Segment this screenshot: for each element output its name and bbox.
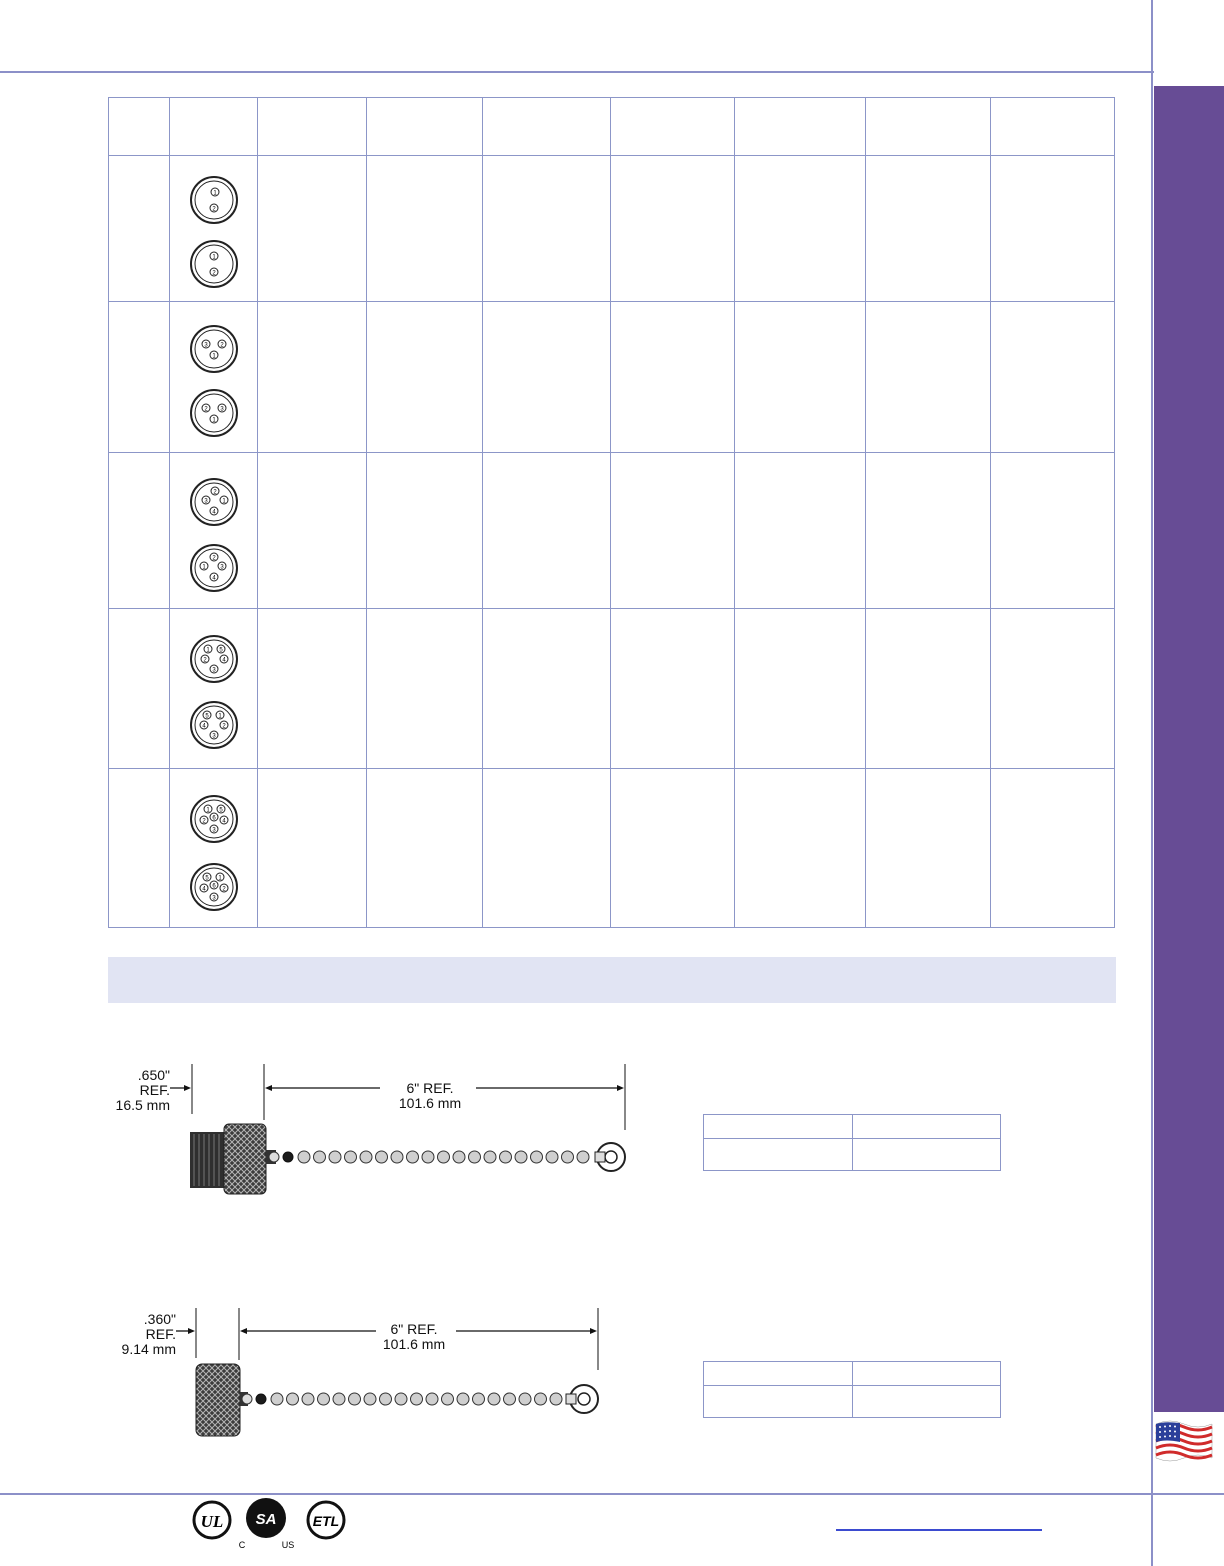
cap2-spec-table: [703, 1361, 1001, 1418]
svg-text:1: 1: [211, 417, 216, 424]
chain-bead: [426, 1393, 438, 1405]
table-header-cell: [611, 98, 735, 156]
table-header-row: [109, 98, 1115, 156]
chain-bead: [411, 1393, 423, 1405]
table-header-cell: [866, 98, 991, 156]
male-face-icon: [191, 796, 237, 842]
table-row: [109, 769, 1115, 928]
svg-text:2: 2: [211, 555, 216, 561]
chain-bead: [395, 1393, 407, 1405]
ul-logo-icon: [192, 1500, 232, 1540]
svg-text:2: 2: [221, 723, 226, 729]
us-flag-icon: [1154, 1418, 1214, 1462]
svg-text:1: 1: [205, 807, 210, 814]
svg-text:5: 5: [218, 647, 223, 653]
svg-text:2: 2: [219, 342, 224, 349]
female-face-icon: [191, 545, 237, 591]
chain-bead: [360, 1151, 372, 1163]
svg-text:3: 3: [211, 733, 216, 739]
svg-text:4: 4: [201, 723, 206, 729]
chain-bead: [577, 1151, 589, 1163]
svg-text:2: 2: [221, 886, 226, 893]
table-row: [109, 453, 1115, 609]
cap-thread: [190, 1132, 226, 1188]
svg-text:5: 5: [204, 713, 209, 719]
svg-text:5: 5: [218, 807, 223, 814]
svg-text:6: 6: [211, 815, 216, 822]
chain-bead: [469, 1151, 481, 1163]
svg-text:2: 2: [211, 270, 216, 276]
svg-text:3: 3: [203, 342, 208, 349]
chain-bead: [535, 1393, 547, 1405]
table-header-cell: [991, 98, 1115, 156]
chain-bead: [442, 1393, 454, 1405]
chain-bead: [519, 1393, 531, 1405]
chain-bead: [407, 1151, 419, 1163]
right-margin-rule: [1151, 0, 1153, 1566]
male-face-icon: [191, 177, 237, 223]
connector-diagram-cell: [170, 302, 258, 453]
svg-text:1: 1: [217, 713, 222, 719]
svg-text:ETL: ETL: [312, 1513, 340, 1529]
chain-bead: [345, 1151, 357, 1163]
table-header-cell: [367, 98, 483, 156]
cap2-width-dimension: .360" REF. 9.14 mm: [121, 1311, 176, 1357]
cap1-spec-table: [703, 1114, 1001, 1171]
chain-bead: [318, 1393, 330, 1405]
svg-text:2: 2: [202, 657, 207, 663]
chain-bead: [271, 1393, 283, 1405]
table-row: [109, 302, 1115, 453]
svg-text:5: 5: [204, 875, 209, 882]
chain-bead: [531, 1151, 543, 1163]
svg-text:1: 1: [217, 875, 222, 882]
svg-text:2: 2: [211, 206, 216, 212]
svg-text:3: 3: [211, 667, 216, 673]
svg-text:1: 1: [221, 498, 226, 504]
svg-text:2: 2: [201, 818, 206, 825]
svg-text:C: C: [238, 1540, 246, 1550]
connector-diagram-cell: [170, 453, 258, 609]
table-header-cell: [109, 98, 170, 156]
chain-bead: [349, 1393, 361, 1405]
svg-text:4: 4: [221, 818, 226, 825]
female-face-icon: [191, 241, 237, 287]
dust-cap-small-drawing: [176, 1308, 606, 1440]
svg-text:4: 4: [201, 886, 206, 893]
pinout-5-diagram: [184, 622, 244, 756]
chain-bead: [504, 1393, 516, 1405]
female-face-icon: [191, 702, 237, 748]
chain-bead: [314, 1151, 326, 1163]
chain-bead: [298, 1151, 310, 1163]
dust-cap-large-drawing: [166, 1064, 636, 1196]
male-face-icon: [191, 636, 237, 682]
connector-diagram-cell: [170, 769, 258, 928]
chain-bead: [500, 1151, 512, 1163]
svg-text:2: 2: [212, 489, 217, 495]
chain-bead: [550, 1393, 562, 1405]
svg-text:1: 1: [201, 564, 206, 570]
male-face-icon: [191, 479, 237, 525]
chain-bead: [488, 1393, 500, 1405]
chain-bead: [457, 1393, 469, 1405]
table-header-cell: [258, 98, 367, 156]
svg-text:4: 4: [211, 575, 216, 581]
svg-text:3: 3: [211, 827, 216, 834]
table-row: [109, 609, 1115, 769]
table-row: [109, 156, 1115, 302]
pinout-4-diagram: [184, 464, 244, 598]
bead-chain: [269, 1152, 293, 1162]
table-header-cell: [170, 98, 258, 156]
pinout-3-diagram: [184, 312, 244, 442]
chain-bead: [515, 1151, 527, 1163]
chain-bead: [473, 1393, 485, 1405]
female-face-icon: [191, 864, 237, 910]
cap1-width-dimension: .650" REF. 16.5 mm: [115, 1067, 170, 1113]
svg-text:1: 1: [211, 254, 216, 260]
svg-text:3: 3: [219, 406, 224, 413]
chain-bead: [438, 1151, 450, 1163]
chain-bead: [391, 1151, 403, 1163]
male-face-icon: [191, 326, 237, 372]
pinout-6-diagram: [184, 781, 244, 915]
chain-bead: [364, 1393, 376, 1405]
chain-bead: [562, 1151, 574, 1163]
svg-text:1: 1: [211, 353, 216, 360]
svg-text:US: US: [281, 1540, 295, 1550]
bottom-rule: [0, 1493, 1224, 1495]
etl-logo-icon: [298, 1500, 354, 1544]
table-header-cell: [483, 98, 611, 156]
svg-text:2: 2: [203, 406, 208, 413]
chain-bead: [333, 1393, 345, 1405]
cap2-chain-dimension: 6" REF. 101.6 mm: [364, 1322, 464, 1352]
svg-text:4: 4: [211, 509, 216, 515]
chain-bead: [380, 1393, 392, 1405]
pin-configuration-table: [108, 97, 1115, 928]
pinout-2-diagram: [184, 164, 244, 294]
svg-text:6: 6: [211, 883, 216, 890]
chain-bead: [484, 1151, 496, 1163]
chain-bead: [302, 1393, 314, 1405]
chain-bead: [453, 1151, 465, 1163]
chain-bead: [422, 1151, 434, 1163]
connector-diagram-cell: [170, 609, 258, 769]
cap1-chain-dimension: 6" REF. 101.6 mm: [380, 1081, 480, 1111]
footer-link-underline[interactable]: [836, 1529, 1042, 1531]
chain-bead: [329, 1151, 341, 1163]
csa-logo-icon: [236, 1496, 298, 1550]
svg-text:1: 1: [205, 647, 210, 653]
side-tab: [1154, 86, 1224, 1412]
svg-text:3: 3: [219, 564, 224, 570]
chain-bead: [376, 1151, 388, 1163]
chain-bead: [287, 1393, 299, 1405]
table-header-cell: [735, 98, 866, 156]
svg-text:3: 3: [211, 895, 216, 902]
svg-text:UL: UL: [200, 1512, 224, 1531]
svg-text:SA: SA: [255, 1511, 277, 1528]
svg-text:4: 4: [221, 657, 226, 663]
top-rule: [0, 71, 1154, 73]
svg-text:3: 3: [203, 498, 208, 504]
connector-diagram-cell: [170, 156, 258, 302]
chain-bead: [546, 1151, 558, 1163]
svg-text:1: 1: [212, 190, 217, 196]
female-face-icon: [191, 390, 237, 436]
section-header-bar: [108, 957, 1116, 1003]
